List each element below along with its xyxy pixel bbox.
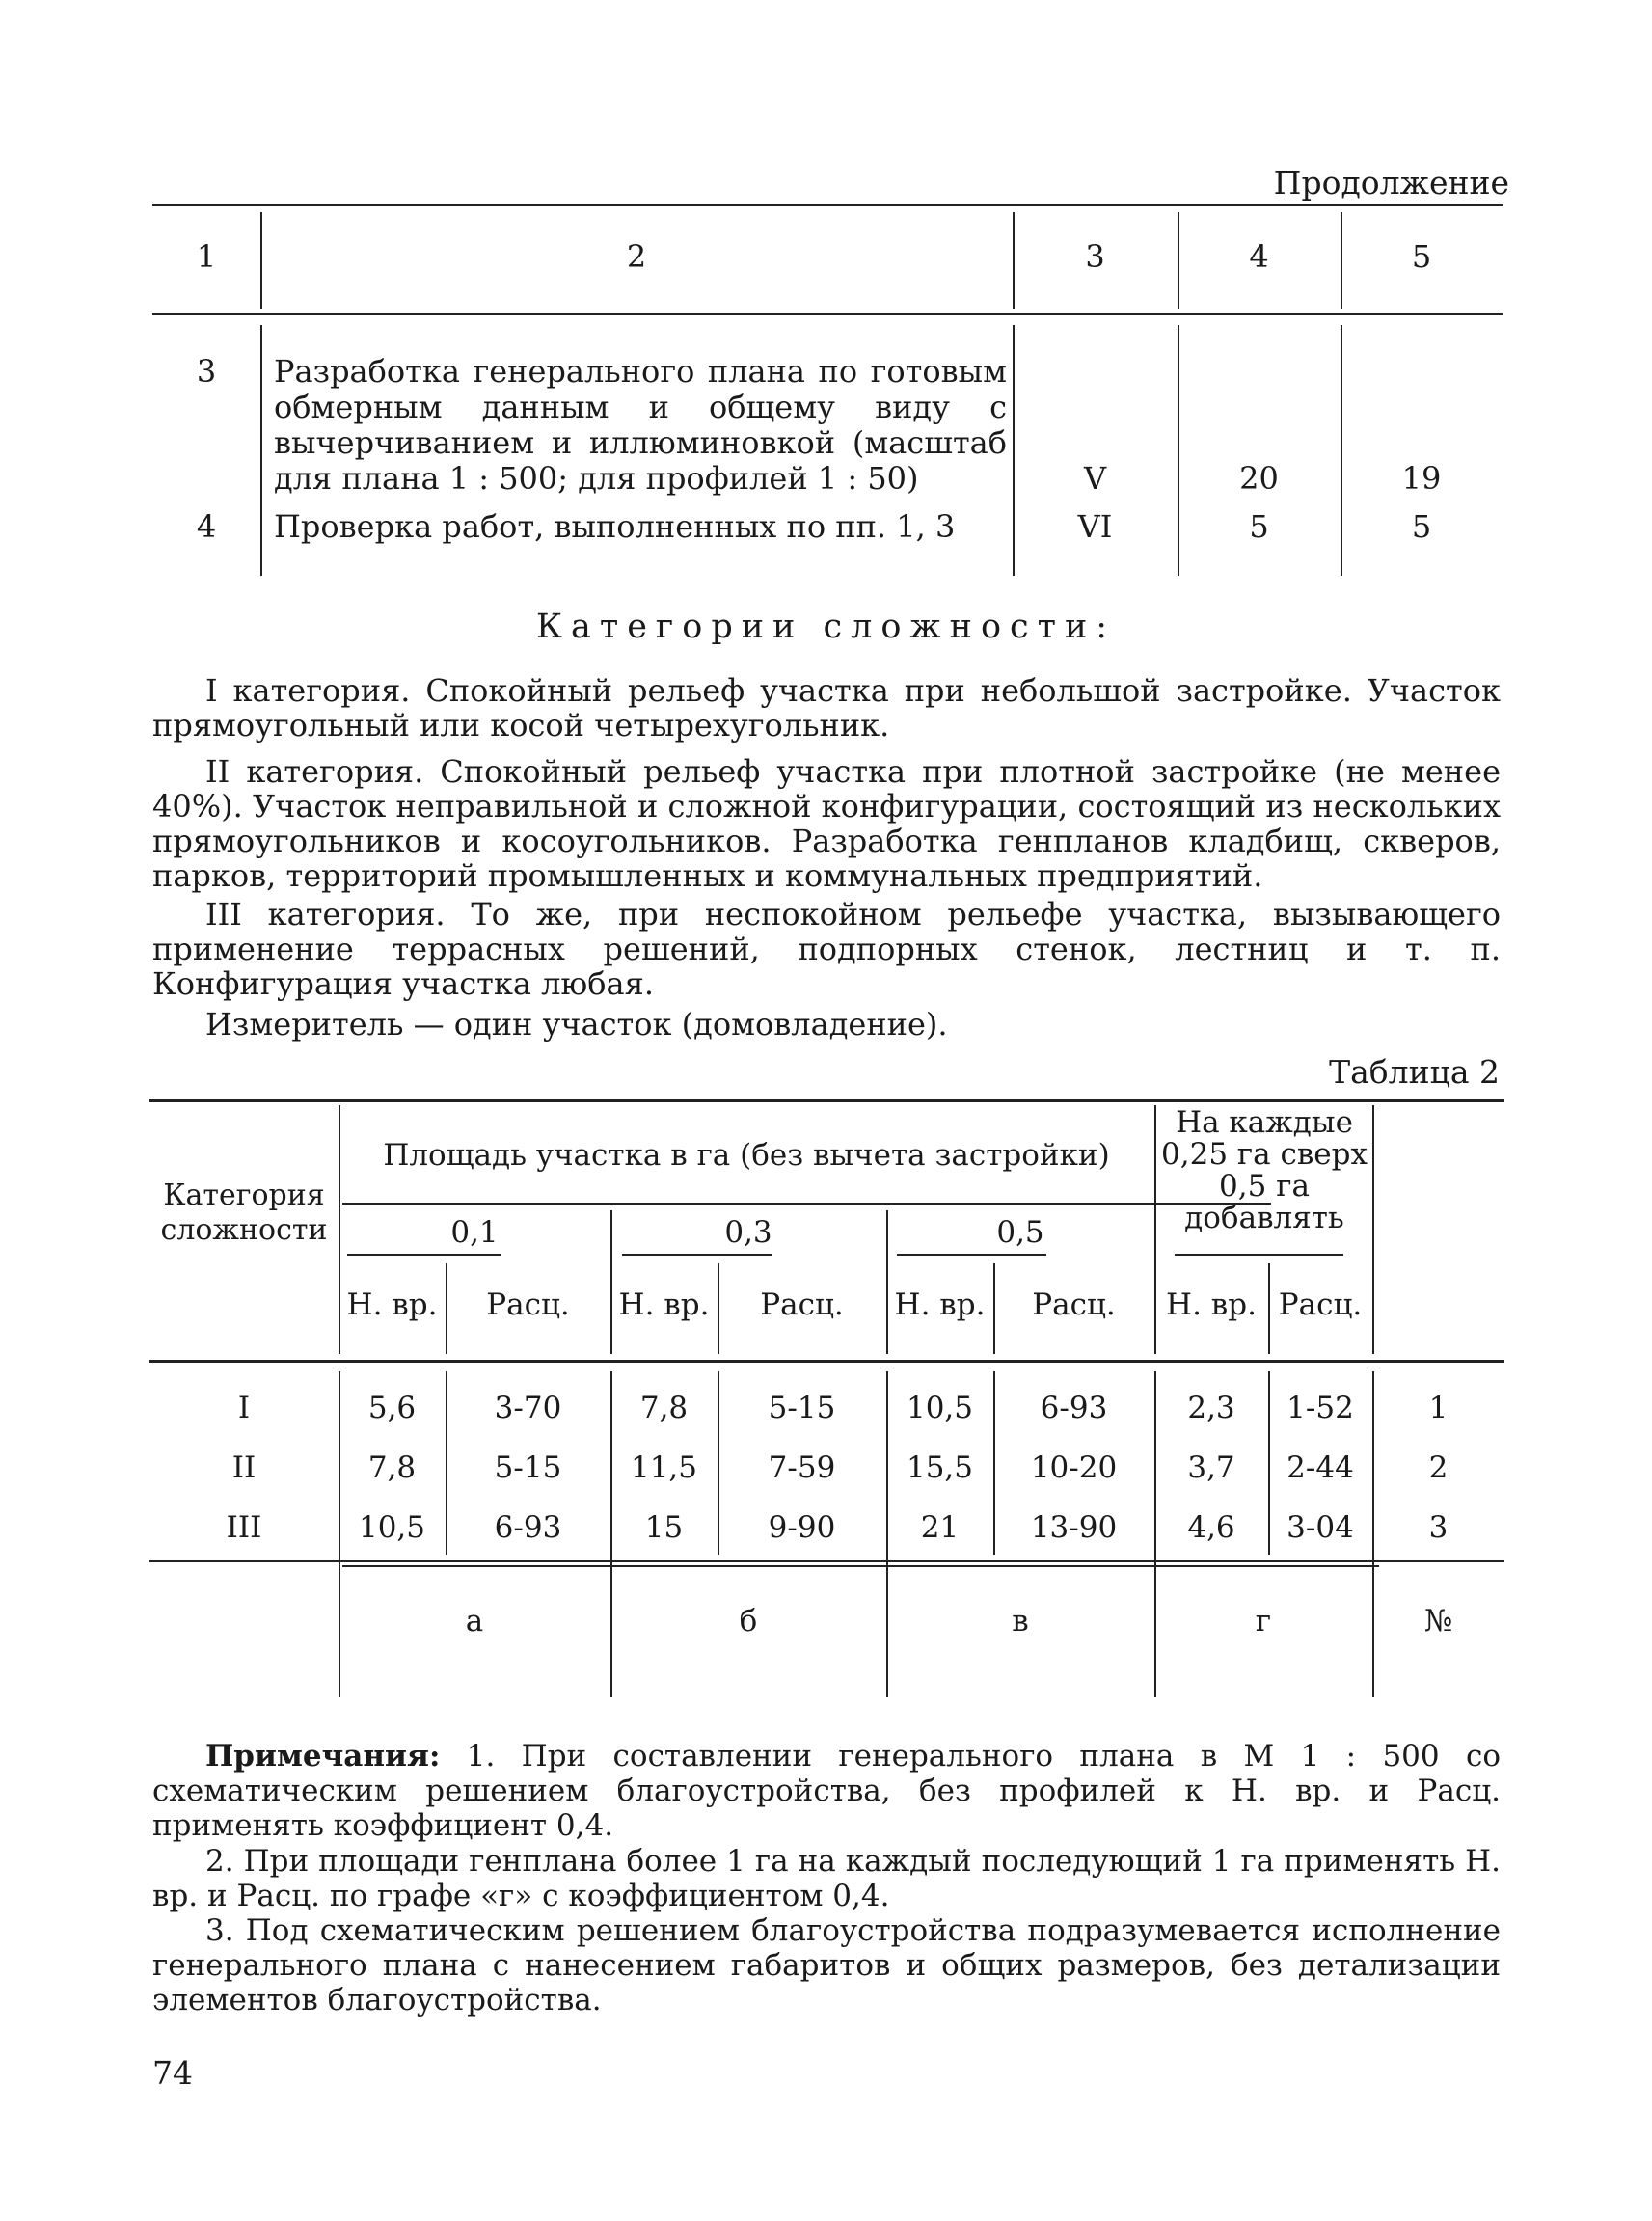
row-number-cell: 2	[1428, 1450, 1449, 1485]
column-letter: №	[1423, 1604, 1453, 1639]
table-rule	[622, 1254, 772, 1256]
column-rule	[260, 325, 262, 576]
table-rule	[152, 313, 1503, 315]
nvr-cell: 15	[644, 1510, 684, 1545]
subheader-nvr: Н. вр.	[894, 1287, 986, 1322]
note-1	[152, 1739, 1501, 1843]
table-rule	[897, 1254, 1046, 1256]
continuation-label: Продолжение	[1273, 164, 1509, 202]
category-paragraph: I категория. Спокойный рельеф участка при небольшой застройке. Участок прямоугольный или косой четырехугольник.	[152, 672, 1501, 744]
subheader-rasc: Расц.	[1032, 1287, 1116, 1322]
subheader-nvr: Н. вр.	[618, 1287, 710, 1322]
area-header: 0,1	[450, 1215, 499, 1250]
rasc-cell: 10-20	[1030, 1450, 1118, 1485]
nvr-cell: 15,5	[906, 1450, 974, 1485]
rasc-cell: 7-59	[768, 1450, 836, 1485]
subheader-rasc: Расц.	[1278, 1287, 1363, 1322]
nvr-cell: 3,7	[1187, 1450, 1235, 1485]
row-number: 4	[196, 508, 217, 545]
category-column-header: Категория сложности	[160, 1178, 328, 1247]
note-2: 2. При площади генплана более 1 га на каждый последующий 1 га применять Н. вр. и Расц. по графе «г» с коэффициентом 0,4.	[152, 1844, 1501, 1913]
nvr-cell: 21	[920, 1510, 960, 1545]
area-header: 0,5	[996, 1215, 1044, 1250]
column-letter: б	[739, 1604, 758, 1639]
measure-paragraph: Измеритель — один участок (домовладение).	[205, 1006, 948, 1043]
rasc-cell: 1-52	[1286, 1391, 1354, 1425]
column-header: 1	[196, 238, 217, 275]
column-header: 5	[1411, 238, 1432, 275]
table2-label: Таблица 2	[1329, 1053, 1500, 1091]
nvr-cell: 10,5	[358, 1510, 426, 1545]
note-3: 3. Под схематическим решением благоустройства подразумевается исполнение генерального плана с нанесением габаритов и общих размеров, без детализации элементов благоустройства.	[152, 1913, 1501, 2018]
table-rule	[149, 1560, 1504, 1562]
rasc-cell: 5-15	[494, 1450, 562, 1485]
category-paragraph: III категория. То же, при неспокойном рельефе участка, вызывающего применение террасных решений, подпорных стенок, лестниц и т. п. Конфигурация участка любая.	[152, 896, 1501, 1002]
row-col5: 5	[1411, 508, 1432, 545]
table-rule	[1175, 1254, 1343, 1256]
nvr-cell: 11,5	[630, 1450, 698, 1485]
subheader-nvr: Н. вр.	[1166, 1287, 1257, 1322]
row-col5: 19	[1401, 460, 1442, 497]
page-number: 74	[152, 2054, 193, 2092]
nvr-cell: 5,6	[367, 1391, 417, 1425]
row-category: V	[1083, 460, 1107, 497]
nvr-cell: 7,8	[367, 1450, 417, 1485]
rasc-cell: 13-90	[1030, 1510, 1118, 1545]
row-description: Проверка работ, выполненных по пп. 1, 3	[274, 508, 956, 545]
row-number-cell: 3	[1428, 1510, 1449, 1545]
column-header: 3	[1085, 238, 1105, 275]
category-paragraph: II категория. Спокойный рельеф участка при плотной застройке (не менее 40%). Участок неправильной и сложной конфигурации, состоящий из нескольких прямоугольников и косоугольников. Разработка генпланов кладбищ, скверов, парков, территорий промышленных и коммунальных предприятий.	[152, 753, 1501, 894]
rasc-cell: 3-04	[1286, 1510, 1354, 1545]
row-col4: 20	[1239, 460, 1279, 497]
note-1-text: 1. При составлении генерального плана в М 1 : 500 со схематическим решением благоустройства, без профилей к Н. вр. и Расц. применять коэффициент 0,4.	[152, 1739, 1501, 1843]
row-description: Разработка генерального плана по готовым обмерным данным и общему виду с вычерчиванием и иллюминовкой (масштаб для плана 1 : 500; для профилей 1 : 50)	[274, 353, 1007, 497]
nvr-cell: 4,6	[1187, 1510, 1235, 1545]
column-letter: г	[1255, 1604, 1272, 1639]
table2	[149, 1099, 1504, 1697]
table-rule	[347, 1254, 501, 1256]
table-rule	[149, 1099, 1504, 1102]
category-cell: III	[226, 1510, 262, 1545]
row-number: 3	[196, 353, 217, 390]
column-header: 2	[626, 238, 647, 275]
notes-heading: Примечания:	[205, 1739, 441, 1774]
subheader-nvr: Н. вр.	[346, 1287, 438, 1322]
rasc-cell: 6-93	[494, 1510, 562, 1545]
table-rule	[342, 1203, 1271, 1205]
area-column-header: Площадь участка в га (без вычета застройки)	[383, 1138, 1110, 1173]
nvr-cell: 10,5	[906, 1391, 974, 1425]
subheader-rasc: Расц.	[486, 1287, 570, 1322]
nvr-cell: 2,3	[1187, 1391, 1235, 1425]
category-cell: I	[237, 1391, 251, 1425]
extra-column-header: На каждые 0,25 га сверх 0,5 га добавлять	[1161, 1105, 1368, 1235]
row-col4: 5	[1249, 508, 1269, 545]
table-rule	[152, 204, 1503, 206]
subheader-rasc: Расц.	[760, 1287, 844, 1322]
area-header: 0,3	[724, 1215, 772, 1250]
rasc-cell: 3-70	[494, 1391, 562, 1425]
column-header: 4	[1249, 238, 1269, 275]
column-letter: а	[465, 1604, 484, 1639]
category-cell: II	[231, 1450, 257, 1485]
categories-title: Категории сложности:	[535, 608, 1117, 646]
rasc-cell: 2-44	[1286, 1450, 1354, 1485]
row-number-cell: 1	[1428, 1391, 1449, 1425]
rasc-cell: 6-93	[1040, 1391, 1108, 1425]
column-rule	[1372, 1105, 1374, 1354]
nvr-cell: 7,8	[639, 1391, 689, 1425]
column-letter: в	[1012, 1604, 1029, 1639]
table-rule	[149, 1360, 1504, 1363]
rasc-cell: 9-90	[768, 1510, 836, 1545]
rasc-cell: 5-15	[768, 1391, 836, 1425]
table-rule	[342, 1565, 1379, 1567]
row-category: VI	[1077, 508, 1113, 545]
